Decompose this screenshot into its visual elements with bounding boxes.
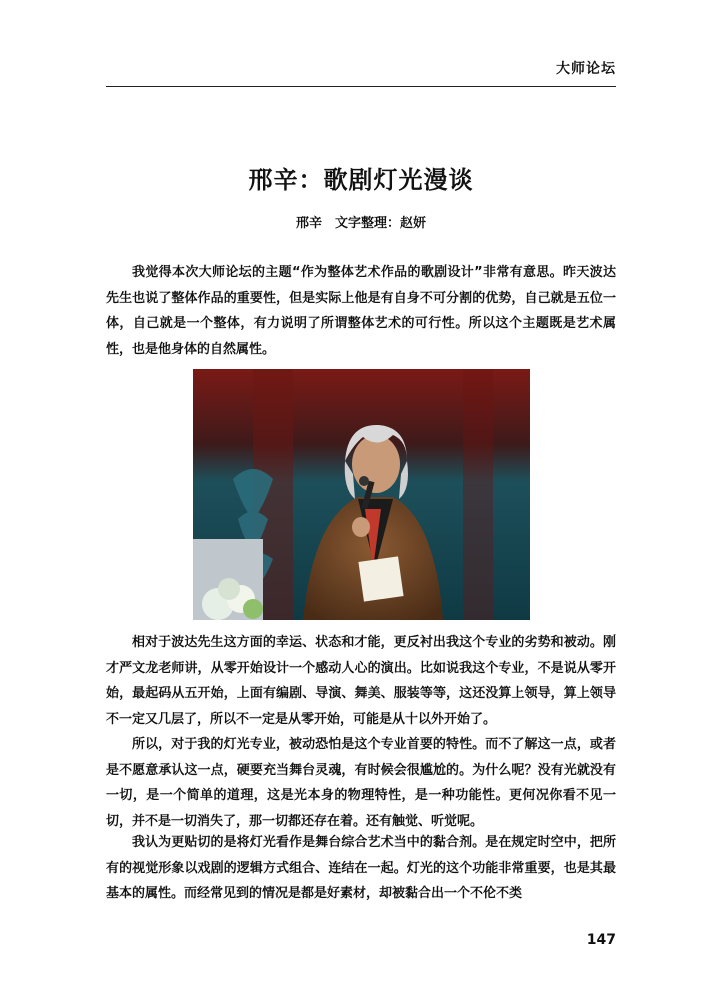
article-title: 邢辛：歌剧灯光漫谈 bbox=[248, 166, 474, 194]
paragraph-4: 我认为更贴切的是将灯光看作是舞台综合艺术当中的黏合剂。是在规定时空中，把所有的视觉形象以戏剧的逻辑方式组合、连结在一起。灯光的这个功能非常重要，也是其最基本的属性。而经常见到的情况是都是好素材，却被黏合出一个不伦不类 bbox=[106, 835, 616, 901]
article-byline: 邢辛 文字整理：赵妍 bbox=[295, 216, 426, 231]
header-divider bbox=[106, 86, 616, 87]
section-header: 大师论坛 bbox=[556, 61, 616, 77]
paragraph-3: 所以，对于我的灯光专业，被动恐怕是这个专业首要的特性。而不了解这一点，或者是不愿意承认这一点，硬要充当舞台灵魂，有时候会很尴尬的。为什么呢？没有光就没有一切，是一个简单的道理，这是光本身的物理特性，是一种功能性。更何况你看不见一切，并不是一切消失了，那一切都还存在着。还有触觉、听觉呢。 bbox=[106, 737, 616, 829]
paragraph-1: 我觉得本次大师论坛的主题“作为整体艺术作品的歌剧设计”非常有意思。昨天波达先生也说了整体作品的重要性，但是实际上他是有自身不可分割的优势，自己就是五位一体，自己就是一个整体，有力说明了所谓整体艺术的可行性。所以这个主题既是艺术属性，也是他身体的自然属性。 bbox=[106, 265, 616, 357]
paragraph-2: 相对于波达先生这方面的幸运、状态和才能，更反衬出我这个专业的劣势和被动。刚才严文龙老师讲，从零开始设计一个感动人心的演出。比如说我这个专业，不是说从零开始，最起码从五开始，上面有编剧、导演、舞美、服装等等，这还没算上领导，算上领导不一定又几层了，所以不一定是从零开始，可能是从十以外开始了。 bbox=[106, 635, 616, 727]
page-number: 147 bbox=[586, 932, 616, 948]
speaker-photo bbox=[193, 369, 530, 620]
